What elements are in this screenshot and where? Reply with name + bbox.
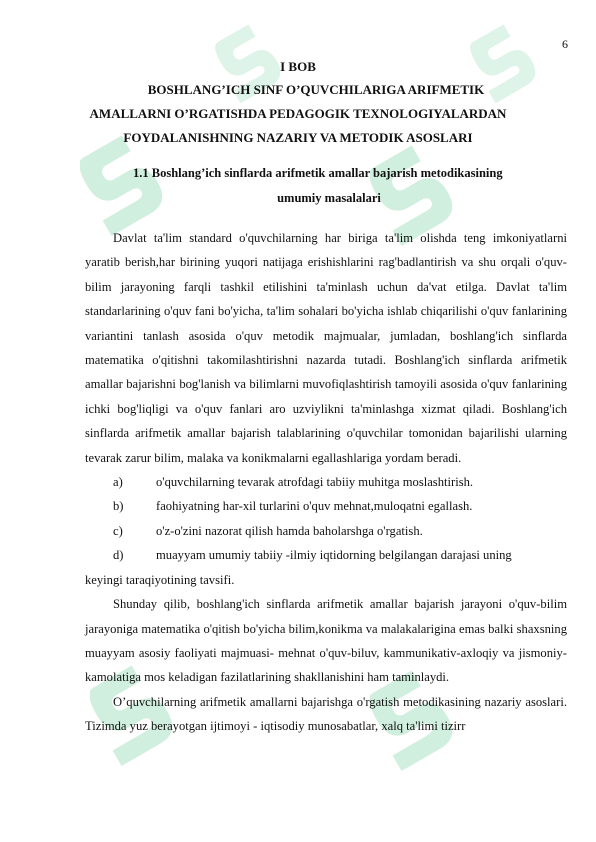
section-title: 1.1 Boshlang’ich sinflarda arifmetik amallar bajarish metodikasining [133,166,503,180]
paragraph: Davlat ta'lim standard o'quvchilarning har biriga ta'lim olishda teng imkoniyatlarni yaratib berish,har birining yuqori natijaga erishishlarini rag'badlantirish va shu orqali o'quv-bilim jarayoning farqli tashkil etilishini ta'minlash uchun da'vat etilga. Davlat ta'lim standarlarining o'quv fani bo'yicha, ta'lim sohalari bo'yicha ishlab chiqarilishi o'quv fanlarining variantini tanlash asosida o'quv metodik majmualar, jumladan, boshlang'ich sinflarda matematika o'qitishni takomilashtirishni nazarda tutadi. Boshlang'ich sinflarda arifmetik amallar bajarishni bog'lanish va bilimlarni muvofiqlashtirish tamoyili asosida o'quv fanlarining ichki bog'liqligi va o'quv fanlari aro uzviylikni ta'minlashga xizmat qiladi. Boshlang'ich sinflarda arifmetik amallar bajarish talablarining o'quvchilar tomonidan bajarilishi ularning tevarak zarur bilim, malaka va konikmalarni egallashlariga yordam beradi. [85,231,567,465]
chapter-heading-line: FOYDALANISHNING NAZARIY VA METODIK ASOSLARI [123,130,473,145]
section-title-continuation: umumiy masalalari [277,191,381,205]
chapter-title: I BOB [280,59,316,74]
document-body [85,226,567,739]
chapter-heading-line: BOSHLANG’ICH SINF O’QUVCHILARIGA ARIFMETIK [147,82,485,97]
list-marker: a) [113,475,123,490]
chapter-heading-line: AMALLARNI O’RGATISHDA PEDAGOGIK TEXNOLOGIYALARDAN [89,106,507,121]
list-marker: b) [113,499,124,514]
list-item [85,470,567,494]
list-item-continuation: keyingi taraqiyotining tavsifi. [85,572,235,587]
paragraph: Shunday qilib, boshlang'ich sinflarda arifmetik amallar bajarish jarayoni o'quv-bilim jarayoniga matematika o'qitish bo'yicha bilim,konikma va malakalarigina emas balki shaxsning muayyam asosiy faoliyati majmuasi- mehnat o'quv-biluv, kammunikativ-axloqiy va jismoniy- kamolatiga mos keladigan fazilatlarining shakllanishini ham taminlaydi. [85,597,567,685]
list-item-text: o'quvchilarning tevarak atrofdagi tabiiy muhitga moslashtirish. [156,475,474,490]
list-item-text: faohiyatning har-xil turlarini o'quv mehnat,muloqatni egallash. [156,499,473,514]
list-item-text: muayyam umumiy tabiiy -ilmiy iqtidorning belgilangan darajasi uning [156,548,512,563]
paragraph: O’quvchilarning arifmetik amallarni bajarishga o'rgatish metodikasining nazariy asoslari. Tizimda yuz berayotgan ijtimoyi - iqtisodiy munosabatlar, xalq ta'limi tizirr [85,694,567,734]
list-item [85,494,567,518]
list-marker: c) [113,523,123,538]
list-marker: d) [113,548,124,563]
list-item-text: o'z-o'zini nazorat qilish hamda baholarshga o'rgatish. [156,523,423,538]
list-item [85,543,567,567]
page-number: 6 [562,37,568,51]
list-item [85,519,567,543]
